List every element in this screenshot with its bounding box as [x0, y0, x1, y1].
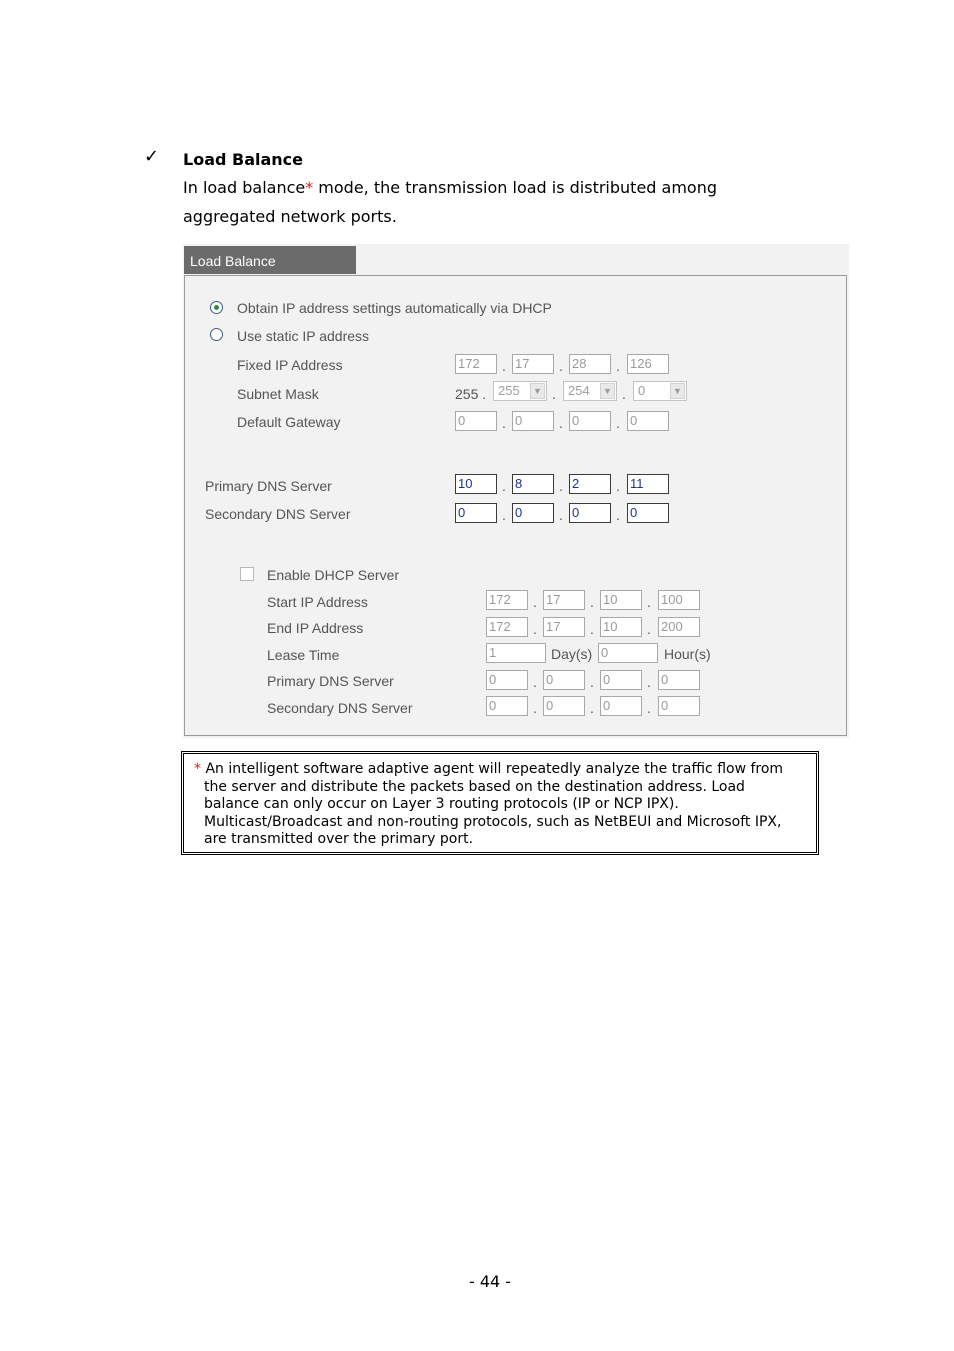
- note-line-4: Multicast/Broadcast and non-routing protocols, such as NetBEUI and Microsoft IPX,: [204, 813, 782, 830]
- secondary-dns-octet-4[interactable]: 0: [627, 503, 669, 523]
- dot: .: [533, 594, 537, 610]
- dhcp-pdns-octet-1[interactable]: 0: [486, 670, 528, 690]
- subnet-prefix: 255 .: [455, 386, 487, 402]
- static-ip-radio-label: Use static IP address: [237, 328, 370, 344]
- note-star: *: [194, 761, 201, 777]
- dot: .: [622, 386, 626, 402]
- dot: .: [647, 674, 651, 690]
- subnet-mask-label: Subnet Mask: [237, 386, 319, 402]
- lease-hours-input[interactable]: 0: [598, 643, 658, 663]
- subnet-value-4: 0: [638, 383, 646, 398]
- gateway-octet-3[interactable]: 0: [569, 411, 611, 431]
- dhcp-sdns-octet-1[interactable]: 0: [486, 696, 528, 716]
- fixed-ip-octet-3[interactable]: 28: [569, 354, 611, 374]
- subnet-value-3: 254: [568, 383, 590, 398]
- lease-days-input[interactable]: 1: [486, 643, 546, 663]
- dot: .: [647, 621, 651, 637]
- subnet-select-4[interactable]: [633, 381, 687, 401]
- note-line-5: are transmitted over the primary port.: [204, 831, 474, 847]
- footnote-box: [181, 751, 819, 855]
- secondary-dns-label: Secondary DNS Server: [205, 506, 351, 522]
- dhcp-sdns-octet-3[interactable]: 0: [600, 696, 642, 716]
- dot: .: [552, 386, 556, 402]
- primary-dns-octet-1[interactable]: 10: [455, 474, 497, 494]
- dot: .: [533, 700, 537, 716]
- intro-text-b: mode, the transmission load is distributed among: [313, 178, 718, 197]
- static-ip-radio[interactable]: [210, 328, 223, 341]
- intro-paragraph-line2: aggregated network ports.: [183, 207, 397, 226]
- dot: .: [502, 478, 506, 494]
- note-line-1-text: An intelligent software adaptive agent will repeatedly analyze the traffic flow from: [201, 761, 784, 777]
- dot: .: [616, 507, 620, 523]
- end-ip-label: End IP Address: [267, 620, 364, 636]
- note-line-3: balance can only occur on Layer 3 routing protocols (IP or NCP IPX).: [204, 796, 679, 812]
- chevron-down-icon: ▼: [530, 383, 545, 399]
- primary-dns-label: Primary DNS Server: [205, 478, 332, 494]
- dot: .: [559, 415, 563, 431]
- dot: .: [502, 358, 506, 374]
- gateway-octet-4[interactable]: 0: [627, 411, 669, 431]
- dhcp-radio-label: Obtain IP address settings automatically via DHCP: [237, 300, 552, 316]
- secondary-dns-octet-2[interactable]: 0: [512, 503, 554, 523]
- dot: .: [616, 358, 620, 374]
- intro-text-a: In load balance: [183, 178, 306, 197]
- footnote-star: *: [305, 178, 314, 197]
- secondary-dns-octet-1[interactable]: 0: [455, 503, 497, 523]
- note-line-1: [194, 761, 806, 779]
- subnet-value-2: 255: [498, 383, 520, 398]
- primary-dns-octet-4[interactable]: 11: [627, 474, 669, 494]
- subnet-select-2[interactable]: [493, 381, 547, 401]
- primary-dns-octet-3[interactable]: 2: [569, 474, 611, 494]
- intro-paragraph-line1: [183, 173, 803, 202]
- dot: .: [647, 594, 651, 610]
- dot: .: [616, 415, 620, 431]
- secondary-dns-octet-3[interactable]: 0: [569, 503, 611, 523]
- dhcp-secondary-dns-label: Secondary DNS Server: [267, 700, 413, 716]
- dhcp-sdns-octet-4[interactable]: 0: [658, 696, 700, 716]
- hours-unit: Hour(s): [664, 646, 711, 662]
- checkmark-icon: ✓: [144, 146, 160, 167]
- end-ip-octet-4[interactable]: 200: [658, 617, 700, 637]
- gateway-octet-2[interactable]: 0: [512, 411, 554, 431]
- end-ip-octet-2[interactable]: 17: [543, 617, 585, 637]
- dot: .: [590, 700, 594, 716]
- enable-dhcp-checkbox[interactable]: [240, 567, 254, 581]
- enable-dhcp-label: Enable DHCP Server: [267, 567, 400, 583]
- days-unit: Day(s): [551, 646, 593, 662]
- dot: .: [502, 507, 506, 523]
- dhcp-pdns-octet-3[interactable]: 0: [600, 670, 642, 690]
- dhcp-pdns-octet-4[interactable]: 0: [658, 670, 700, 690]
- primary-dns-octet-2[interactable]: 8: [512, 474, 554, 494]
- dot: .: [502, 415, 506, 431]
- start-ip-label: Start IP Address: [267, 594, 368, 610]
- start-ip-octet-4[interactable]: 100: [658, 590, 700, 610]
- dot: .: [590, 594, 594, 610]
- fixed-ip-octet-4[interactable]: 126: [627, 354, 669, 374]
- dot: .: [559, 358, 563, 374]
- dhcp-sdns-octet-2[interactable]: 0: [543, 696, 585, 716]
- section-title: Load Balance: [183, 150, 304, 169]
- chevron-down-icon: ▼: [600, 383, 615, 399]
- fixed-ip-label: Fixed IP Address: [237, 357, 343, 373]
- dhcp-primary-dns-label: Primary DNS Server: [267, 673, 394, 689]
- lease-time-label: Lease Time: [267, 647, 340, 663]
- start-ip-octet-2[interactable]: 17: [543, 590, 585, 610]
- dhcp-radio[interactable]: [210, 301, 223, 314]
- fixed-ip-octet-2[interactable]: 17: [512, 354, 554, 374]
- dot: .: [533, 674, 537, 690]
- default-gateway-label: Default Gateway: [237, 414, 341, 430]
- dhcp-pdns-octet-2[interactable]: 0: [543, 670, 585, 690]
- note-line-2: the server and distribute the packets based on the destination address. Load: [204, 778, 745, 795]
- dot: .: [616, 478, 620, 494]
- dot: .: [559, 507, 563, 523]
- gateway-octet-1[interactable]: 0: [455, 411, 497, 431]
- dot: .: [590, 621, 594, 637]
- start-ip-octet-3[interactable]: 10: [600, 590, 642, 610]
- subnet-select-3[interactable]: [563, 381, 617, 401]
- dot: .: [533, 621, 537, 637]
- page-number: - 44 -: [468, 1272, 512, 1291]
- panel-tab[interactable]: Load Balance: [184, 246, 356, 274]
- end-ip-octet-1[interactable]: 172: [486, 617, 528, 637]
- start-ip-octet-1[interactable]: 172: [486, 590, 528, 610]
- fixed-ip-octet-1[interactable]: 172: [455, 354, 497, 374]
- dot: .: [647, 700, 651, 716]
- end-ip-octet-3[interactable]: 10: [600, 617, 642, 637]
- dot: .: [590, 674, 594, 690]
- dot: .: [559, 478, 563, 494]
- chevron-down-icon: ▼: [670, 383, 685, 399]
